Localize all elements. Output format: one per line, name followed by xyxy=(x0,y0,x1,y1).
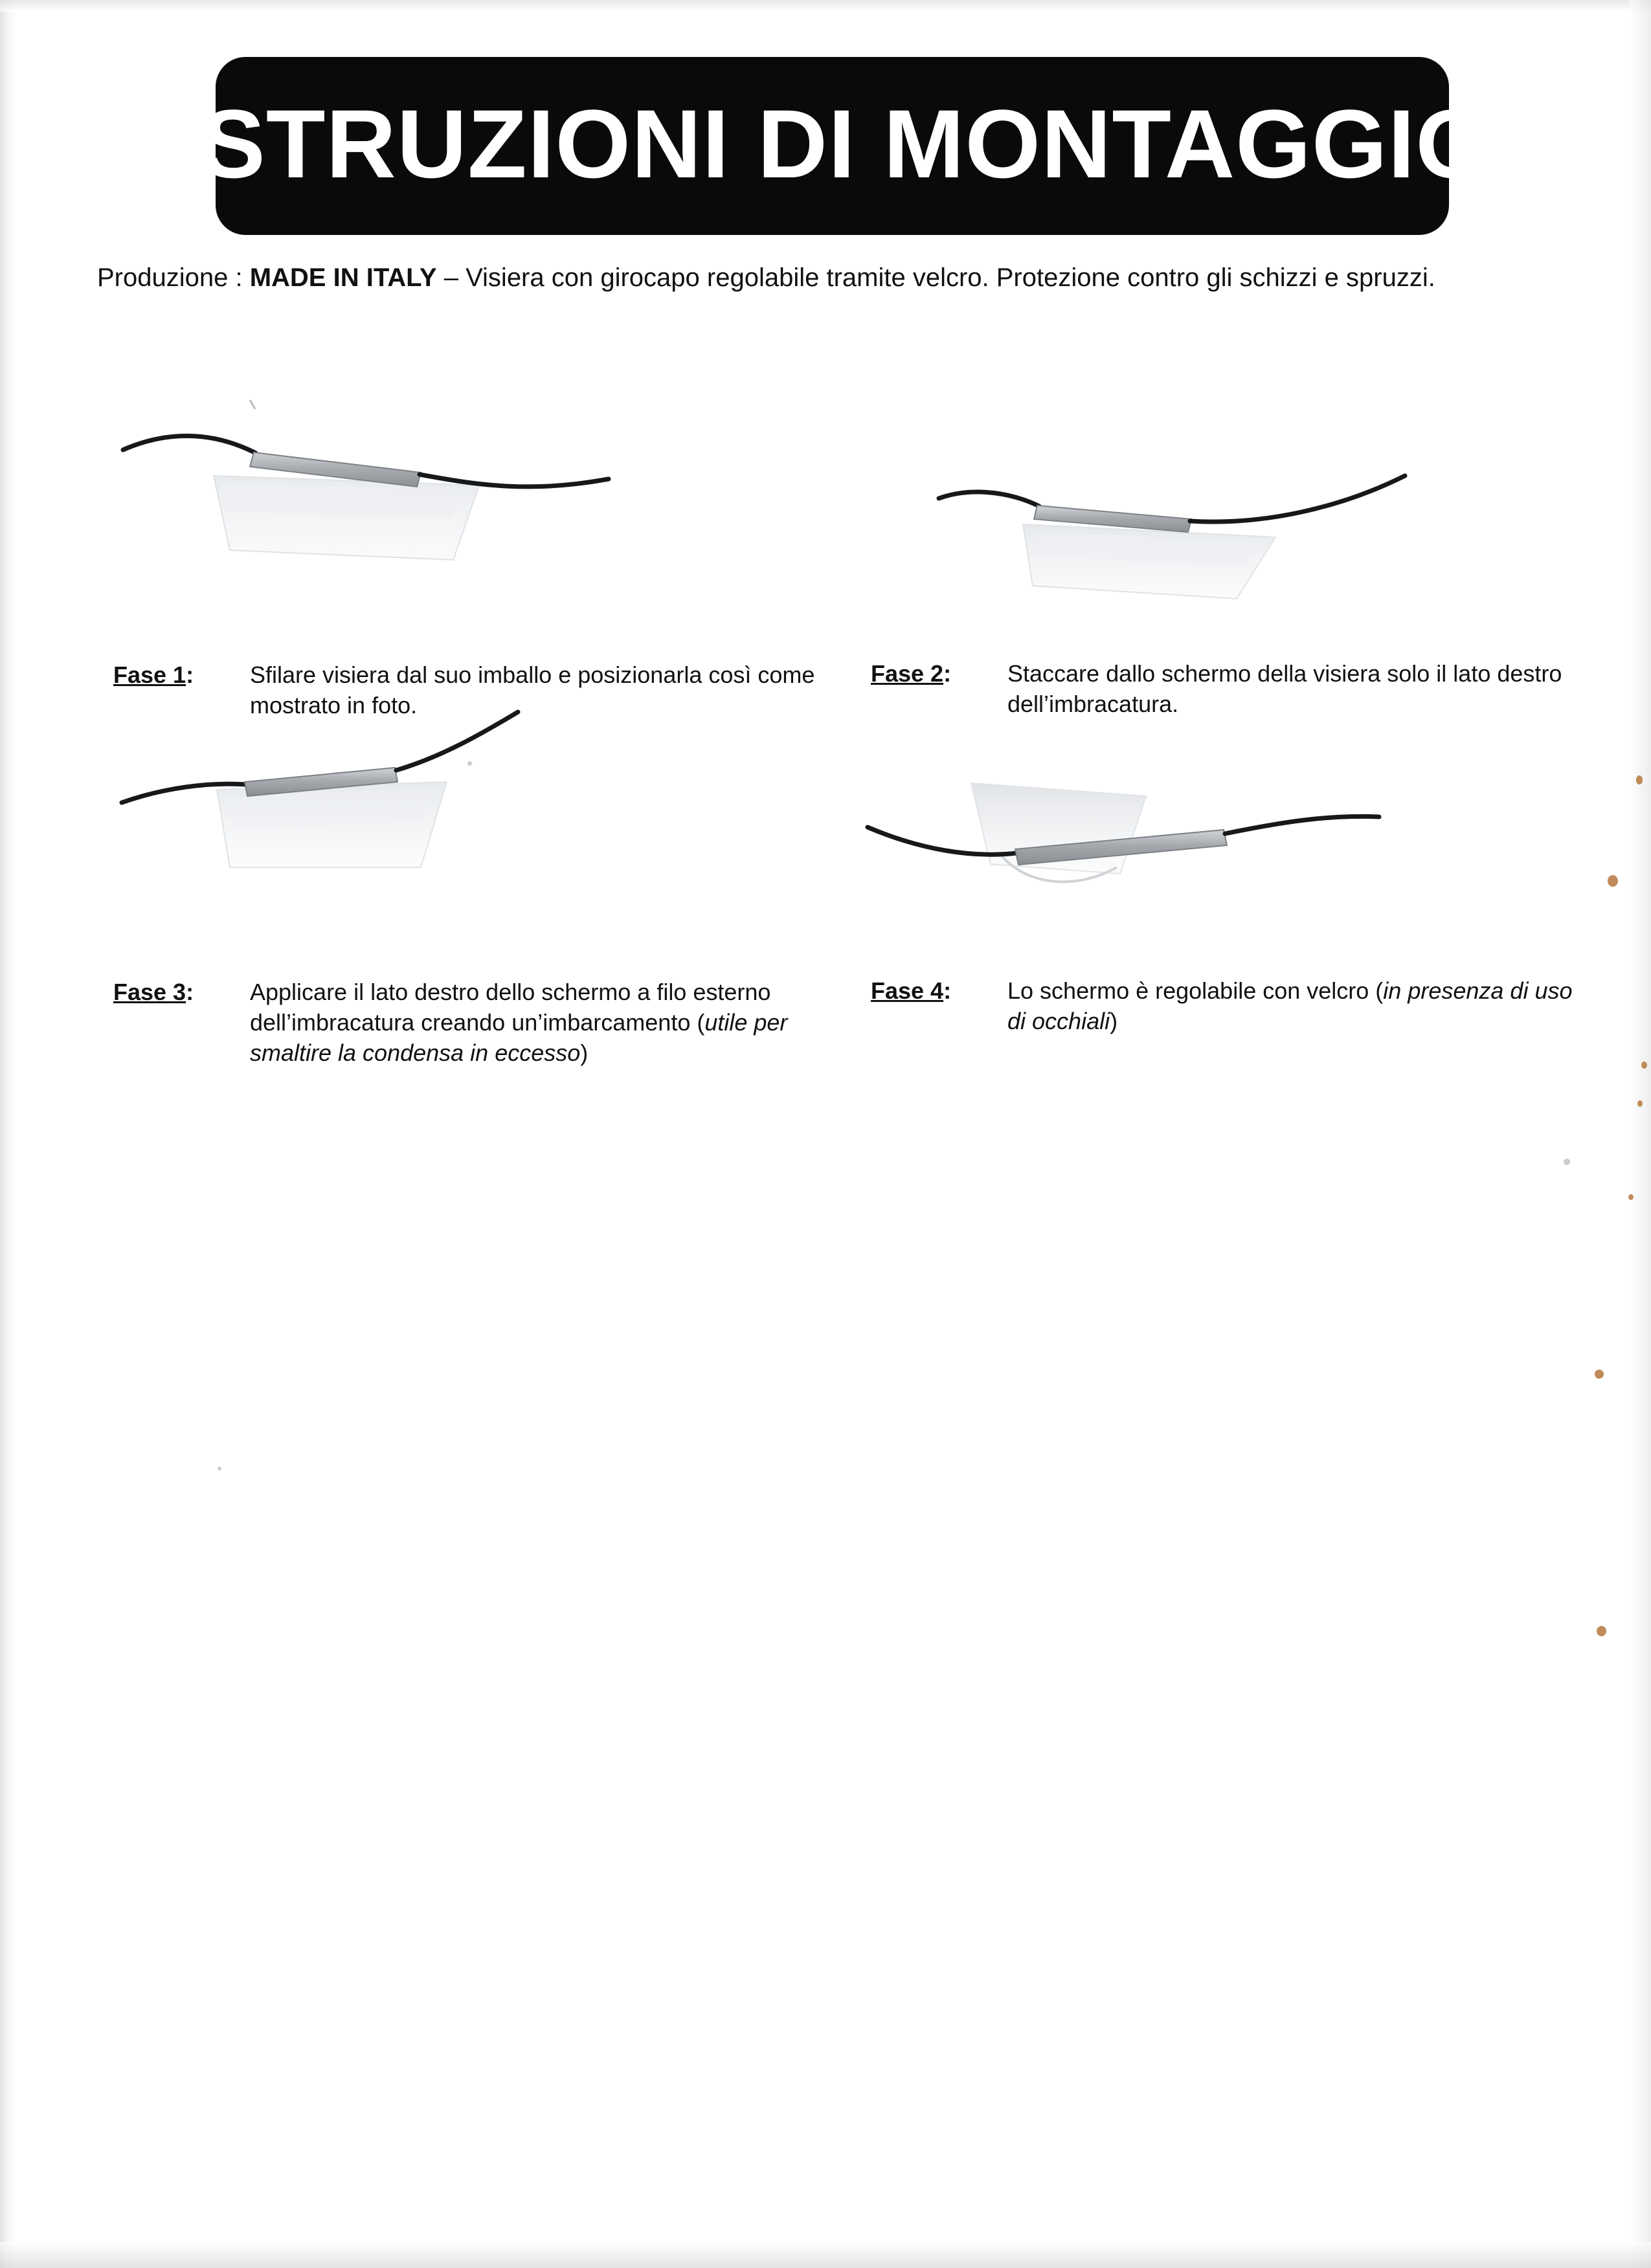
caption-fase-2 xyxy=(871,659,1564,720)
fase-3-text-italic: utile per smaltire la condensa in eccesso xyxy=(250,1008,788,1066)
caption-fase-4 xyxy=(871,976,1589,1037)
fase-4-label: Fase 4: xyxy=(871,977,952,1004)
fase-4-text-close: ) xyxy=(1110,1007,1118,1034)
visor-photo-3-icon xyxy=(117,706,654,919)
figure-fase-1 xyxy=(117,388,654,615)
scan-edge-right xyxy=(1629,0,1651,2268)
fase-2-label: Fase 2: xyxy=(871,660,952,687)
figure-fase-4 xyxy=(861,777,1444,945)
fase-4-text xyxy=(1007,976,1589,1037)
figure-fase-3 xyxy=(117,706,654,919)
fase-3-text-close: ) xyxy=(580,1039,589,1066)
scan-speck xyxy=(1597,1626,1606,1636)
scan-speck xyxy=(1595,1370,1604,1379)
scan-speck xyxy=(218,1467,221,1471)
fase-3-text-main: Applicare il lato destro dello schermo a filo esterno dell’imbracatura creando un’imbarcamento ( xyxy=(250,979,771,1036)
visor-photo-4-icon xyxy=(861,777,1444,945)
intro-line xyxy=(97,262,1573,293)
scan-speck xyxy=(1636,775,1643,784)
page-title: ISTRUZIONI DI MONTAGGIO xyxy=(173,89,1492,198)
caption-fase-3 xyxy=(113,977,838,1068)
caption-fase-1 xyxy=(113,660,826,721)
scan-edge-left xyxy=(0,0,17,2268)
fase-1-label: Fase 1: xyxy=(113,662,194,688)
fase-2-text: Staccare dallo schermo della visiera solo il lato destro dell’imbracatura. xyxy=(1007,660,1562,717)
fase-4-text-italic: in presenza di uso di occhiali xyxy=(1007,977,1573,1034)
scan-edge-bottom xyxy=(0,2242,1651,2268)
scan-speck xyxy=(1608,875,1618,887)
title-banner xyxy=(173,57,1492,235)
visor-photo-1-icon xyxy=(117,388,654,615)
intro-brand: MADE IN ITALY xyxy=(249,263,437,292)
scan-speck xyxy=(1628,1194,1634,1200)
fase-3-label: Fase 3: xyxy=(113,979,194,1005)
fase-3-text xyxy=(250,977,838,1068)
intro-prefix: Produzione : xyxy=(97,263,250,292)
scan-speck xyxy=(1564,1159,1570,1165)
figure-fase-2 xyxy=(926,447,1463,654)
scan-speck xyxy=(1637,1100,1643,1107)
fase-1-text: Sfilare visiera dal suo imballo e posizionarla così come mostrato in foto. xyxy=(250,662,815,718)
fase-4-text-main: Lo schermo è regolabile con velcro ( xyxy=(1007,977,1384,1004)
scan-edge-top xyxy=(0,0,1651,12)
scan-speck xyxy=(467,761,472,766)
visor-photo-2-icon xyxy=(926,447,1463,654)
intro-rest: – Visiera con girocapo regolabile tramite velcro. Protezione contro gli schizzi e spruzzi. xyxy=(436,263,1435,292)
scan-speck xyxy=(1641,1062,1647,1069)
